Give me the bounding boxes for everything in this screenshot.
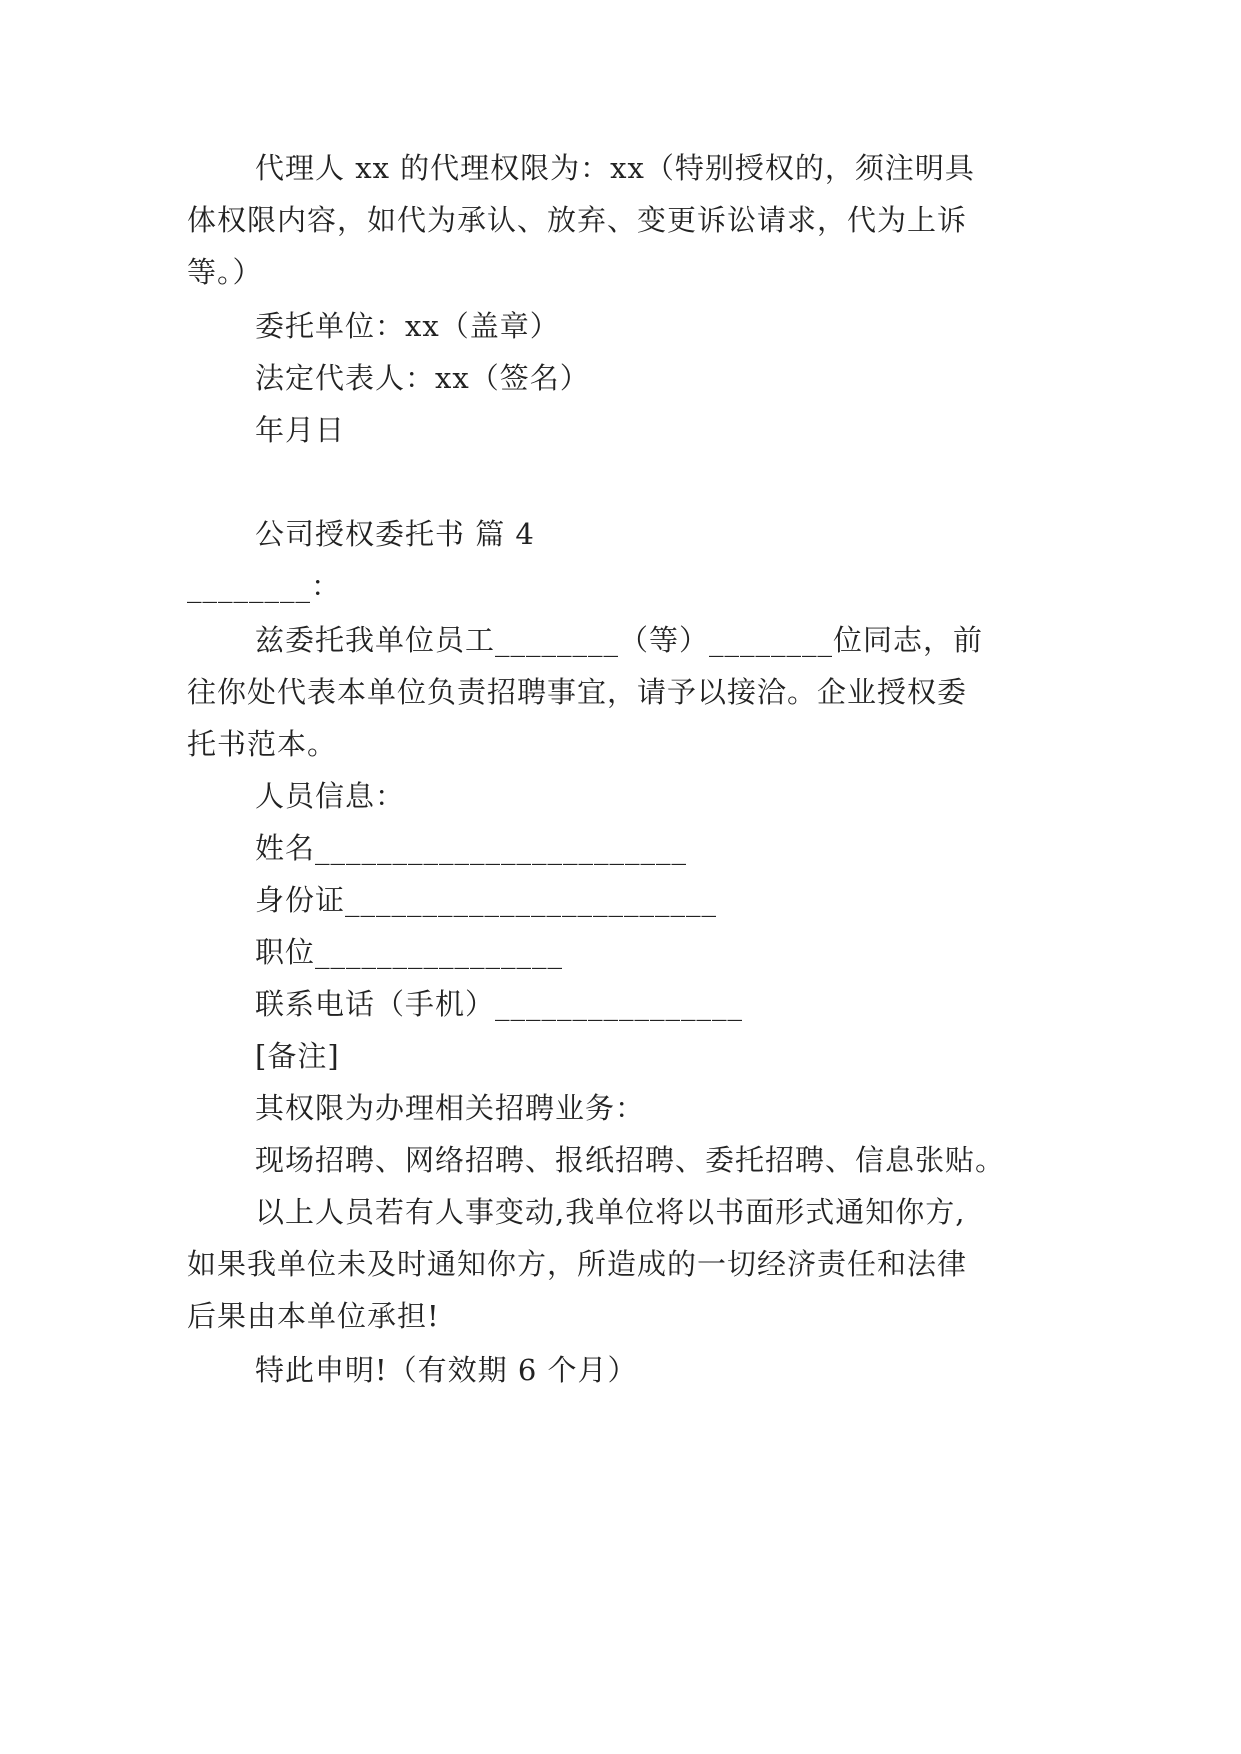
legal-representative-line: 法定代表人：xx（签名）: [255, 361, 590, 395]
section-title: 公司授权委托书 篇 4: [255, 517, 535, 551]
personnel-info-label: 人员信息：: [255, 779, 406, 813]
addressee-line: ________：: [187, 569, 342, 603]
name-field: 姓名________________________: [255, 831, 688, 865]
scope-items: 现场招聘、网络招聘、报纸招聘、委托招聘、信息张贴。: [255, 1143, 1006, 1177]
scope-intro: 其权限为办理相关招聘业务：: [255, 1091, 646, 1125]
paragraph-line: 如果我单位未及时通知你方，所造成的一切经济责任和法律: [187, 1247, 968, 1281]
position-field: 职位________________: [255, 935, 564, 969]
paragraph-line: 等。）: [187, 255, 263, 289]
paragraph-line: 兹委托我单位员工________（等）________位同志，前: [255, 623, 984, 657]
paragraph-line: 代理人 xx 的代理权限为：xx（特别授权的，须注明具: [255, 151, 975, 185]
phone-field: 联系电话（手机）________________: [255, 987, 744, 1021]
remarks-label: [备注]: [255, 1039, 340, 1073]
paragraph-line: 后果由本单位承担!: [187, 1299, 440, 1333]
id-field: 身份证________________________: [255, 883, 718, 917]
paragraph-line: 往你处代表本单位负责招聘事宜，请予以接洽。企业授权委: [187, 675, 968, 709]
entrusting-unit-line: 委托单位：xx（盖章）: [255, 309, 560, 343]
paragraph-line: 体权限内容，如代为承认、放弃、变更诉讼请求，代为上诉: [187, 203, 968, 237]
closing-statement: 特此申明!（有效期 6 个月）: [255, 1353, 638, 1387]
paragraph-line: 以上人员若有人事变动,我单位将以书面形式通知你方,: [255, 1195, 966, 1229]
date-line: 年月日: [255, 413, 346, 447]
paragraph-line: 托书范本。: [187, 727, 338, 761]
